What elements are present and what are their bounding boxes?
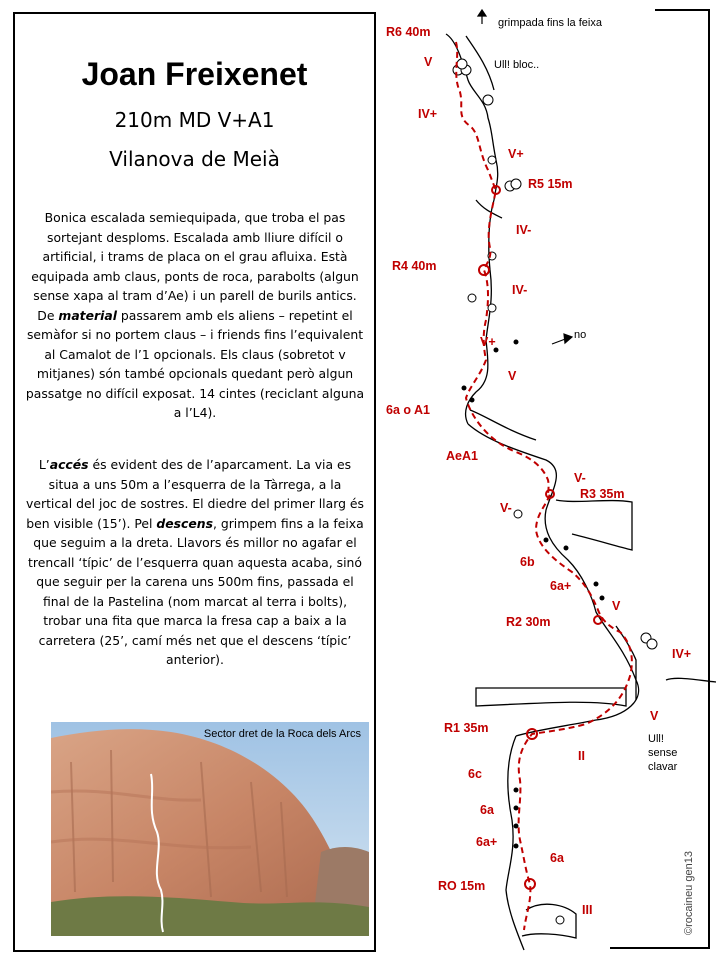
- belay-r0: RO 15m: [438, 879, 486, 893]
- grade-label: 6a: [550, 851, 564, 865]
- grade-label: V: [650, 709, 659, 723]
- access-text: és evident des de l’aparcament. La via es situa a uns 50m a l’esquerra de la Tàrrega, a la vertical del joc de sostres. El diedre del primer llarg és ben visible (15’). Pel: [26, 457, 364, 531]
- grade-label: III: [582, 903, 593, 917]
- grade-label: 6c: [468, 767, 482, 781]
- warning-note-line1: Ull!: [648, 733, 664, 745]
- access-paragraph: [25, 455, 365, 670]
- warning-note-line3: clavar: [648, 761, 678, 773]
- grade-label: 6a o A1: [386, 403, 431, 417]
- grade-label: AeA1: [446, 449, 478, 463]
- grade-label: 6a: [480, 803, 494, 817]
- desc-text: passarem amb els aliens – repetint el semàfor si no portem claus – i friends fins l’equivalent al Camalot de l’1 opcionals. Els claus (sobretot v mitjanes) són també opcionals quedant però algun passatge no difícil exposat. 14 cintes (reciclant alguna a l’L4).: [25, 307, 365, 420]
- grade-label: V-: [500, 501, 512, 515]
- grade-label: V: [612, 599, 621, 613]
- warning-note-line2: sense: [648, 747, 678, 759]
- warning-note: Ull! bloc..: [494, 59, 540, 71]
- belay-r2: R2 30m: [506, 615, 551, 629]
- access-emphasis: accés: [49, 457, 89, 472]
- grade-label: IV-: [516, 223, 532, 237]
- access-text: , grimpem fins a la feixa que seguim a la dreta. Llavors és millor no agafar el trencall ‘típic’ de l’esquerra quan aquesta acaba, sinó que seguir per la carena uns 500m fins, passada el final de la Pastelina (nom marcat al terra i bolts), trobar una fita que marca la fresa cap a baix a la carretera (25’, camí més net que el descens ‘típic’ anterior).: [28, 515, 364, 667]
- descent-emphasis: descens: [156, 515, 213, 531]
- cliff-photo: [51, 722, 369, 936]
- info-panel: [13, 12, 376, 952]
- belay-r1: R1 35m: [444, 721, 489, 735]
- photo-caption: Sector dret de la Roca dels Arcs: [203, 728, 361, 740]
- grade-label: 6b: [520, 555, 535, 569]
- belay-r4: R4 40m: [392, 259, 437, 273]
- grade-label: IV+: [418, 107, 438, 121]
- desc-text: Bonica escalada semiequipada, que troba el pas sortejant desploms. Escalada amb lliure difícil o artificial, i trams de placa on el grau afluixa. Està equipada amb claus, ponts de roca, parabolts (algun sense xapa al tram d’Ae) i un parell de burils antics. De: [31, 210, 359, 323]
- route-location: Vilanova de Meià: [109, 147, 280, 171]
- grade-label: 6a+: [476, 835, 498, 849]
- route-title: Joan Freixenet: [81, 56, 308, 92]
- route-path: [456, 42, 632, 930]
- belay-r6: R6 40m: [386, 25, 431, 39]
- grade-label: V+: [480, 335, 496, 349]
- top-note: grimpada fins la feixa: [498, 17, 602, 29]
- grade-label: V: [508, 369, 517, 383]
- cliff-photo-image: [51, 722, 369, 936]
- belay-r3: R3 35m: [580, 487, 625, 501]
- author-credit: ©rocaineu gen13: [683, 851, 695, 935]
- grade-label: IV+: [672, 647, 692, 661]
- description-paragraph: [25, 208, 365, 423]
- pitch-labels: [386, 17, 691, 917]
- route-topo: [376, 0, 720, 960]
- grade-label: V-: [574, 471, 586, 485]
- access-text: L’: [38, 457, 50, 472]
- desc-emphasis: material: [58, 307, 117, 323]
- no-note: no: [574, 329, 587, 341]
- grade-label: IV-: [512, 283, 528, 297]
- belay-r5: R5 15m: [528, 177, 573, 191]
- grade-label: II: [578, 749, 585, 763]
- grade-label: V: [424, 55, 433, 69]
- route-grade: 210m MD V+A1: [114, 108, 275, 132]
- grade-label: 6a+: [550, 579, 572, 593]
- grade-label: V+: [508, 147, 524, 161]
